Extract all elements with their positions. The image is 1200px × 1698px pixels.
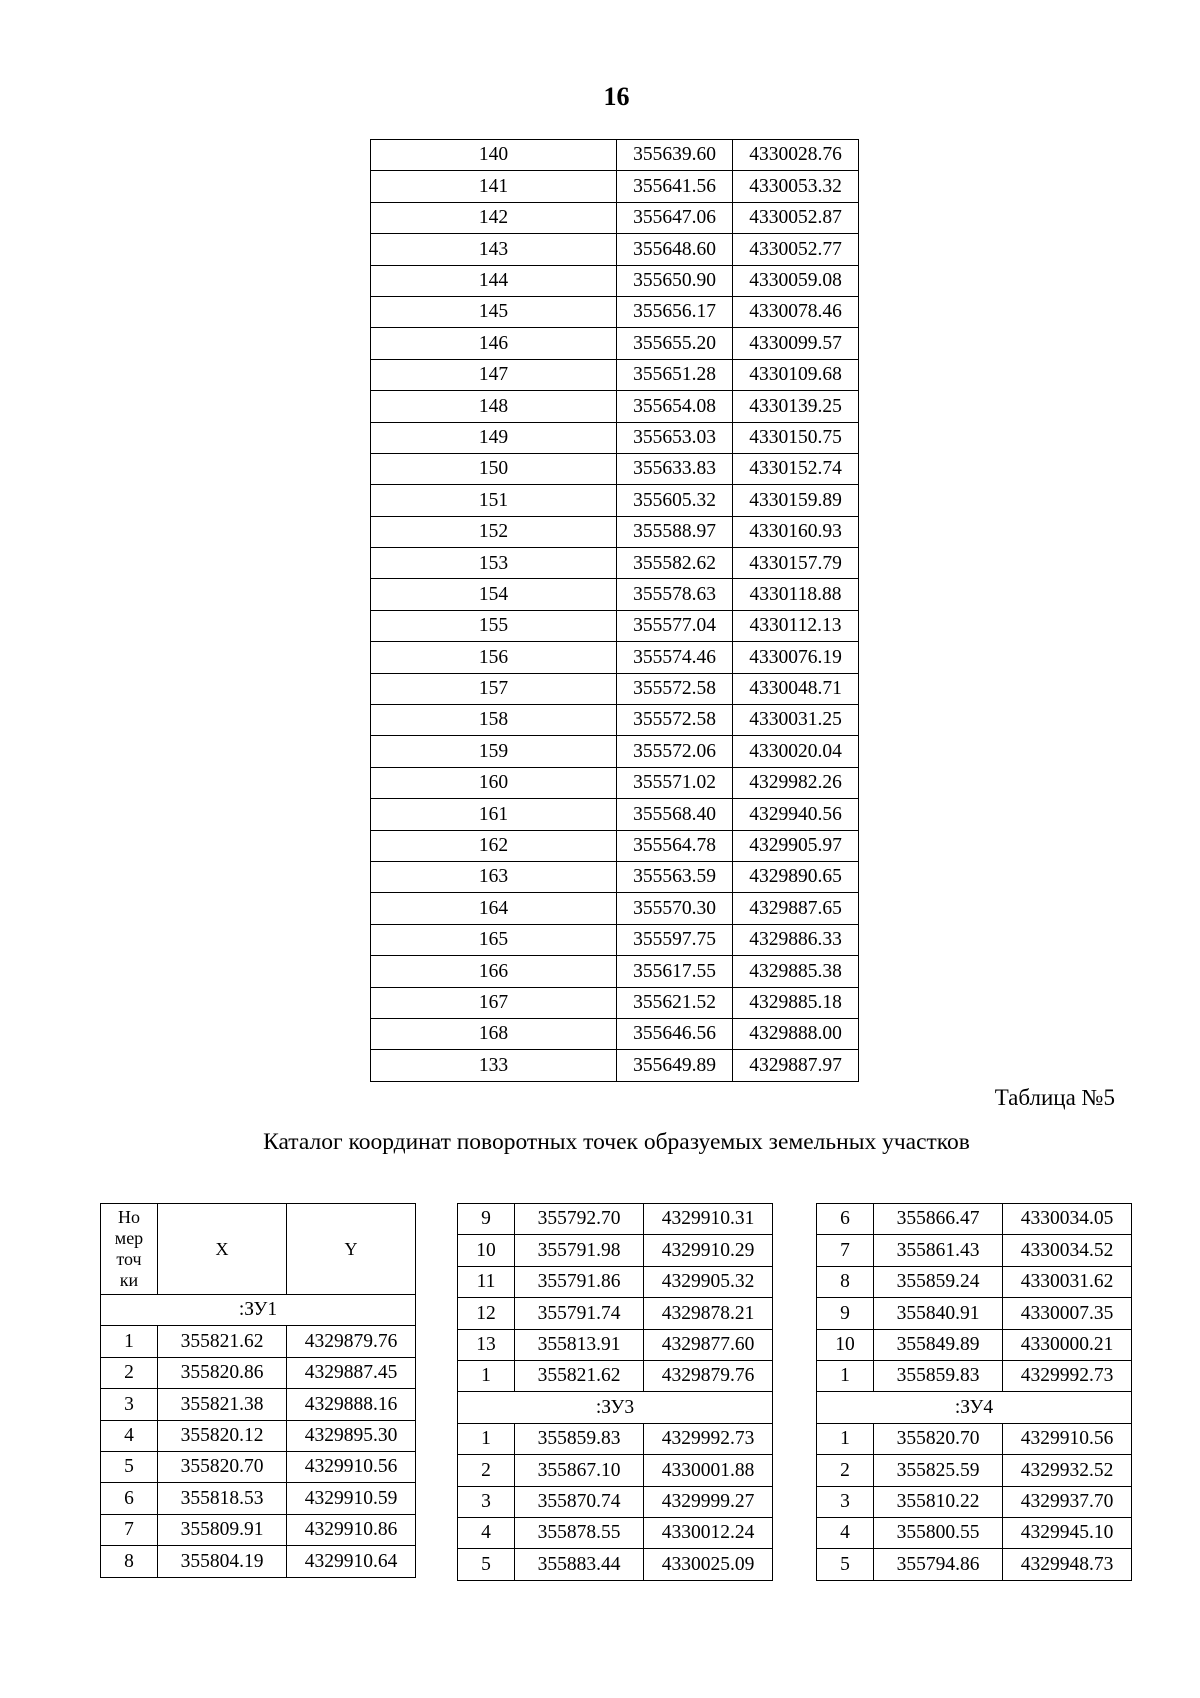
x-coordinate-cell: 355621.52 <box>617 987 733 1018</box>
y-coordinate-cell: 4330028.76 <box>733 140 859 171</box>
table-row <box>371 171 859 202</box>
x-coordinate-cell: 355582.62 <box>617 548 733 579</box>
table-row <box>371 516 859 547</box>
land-plot-table-1 <box>100 1203 416 1578</box>
point-number-cell: 152 <box>371 516 617 547</box>
x-coordinate-cell: 355605.32 <box>617 485 733 516</box>
x-coordinate-cell: 355633.83 <box>617 453 733 484</box>
y-coordinate-cell: 4330109.68 <box>733 359 859 390</box>
point-number-cell: 159 <box>371 736 617 767</box>
x-coordinate-cell: 355577.04 <box>617 610 733 641</box>
y-coordinate-cell: 4330020.04 <box>733 736 859 767</box>
point-number-cell: 163 <box>371 861 617 892</box>
coordinates-table-body <box>371 140 859 1082</box>
table-row <box>817 1423 1132 1454</box>
table-row <box>371 140 859 171</box>
x-coordinate-cell: 355883.44 <box>515 1549 644 1580</box>
y-coordinate-cell: 4329878.21 <box>644 1298 773 1329</box>
header-y: Y <box>287 1204 416 1295</box>
table-row <box>371 485 859 516</box>
point-number-cell: 5 <box>817 1549 874 1580</box>
x-coordinate-cell: 355859.83 <box>874 1360 1003 1391</box>
point-number-cell: 12 <box>458 1298 515 1329</box>
y-coordinate-cell: 4330052.87 <box>733 202 859 233</box>
y-coordinate-cell: 4330139.25 <box>733 391 859 422</box>
x-coordinate-cell: 355578.63 <box>617 579 733 610</box>
table-row <box>458 1204 773 1235</box>
point-number-cell: 141 <box>371 171 617 202</box>
y-coordinate-cell: 4329910.59 <box>287 1483 416 1514</box>
y-coordinate-cell: 4329887.65 <box>733 893 859 924</box>
x-coordinate-cell: 355825.59 <box>874 1455 1003 1486</box>
table-row <box>371 234 859 265</box>
y-coordinate-cell: 4330001.88 <box>644 1455 773 1486</box>
y-coordinate-cell: 4329910.56 <box>1003 1423 1132 1454</box>
page-number: 16 <box>603 82 630 111</box>
point-number-cell: 10 <box>817 1329 874 1360</box>
x-coordinate-cell: 355867.10 <box>515 1455 644 1486</box>
x-coordinate-cell: 355791.86 <box>515 1266 644 1297</box>
point-number-cell: 9 <box>458 1204 515 1235</box>
x-coordinate-cell: 355654.08 <box>617 391 733 422</box>
table-row <box>371 202 859 233</box>
y-coordinate-cell: 4329905.97 <box>733 830 859 861</box>
header-x: X <box>158 1204 287 1295</box>
table-row <box>817 1517 1132 1548</box>
table-row <box>101 1357 416 1388</box>
y-coordinate-cell: 4330150.75 <box>733 422 859 453</box>
point-number-cell: 142 <box>371 202 617 233</box>
y-coordinate-cell: 4329940.56 <box>733 799 859 830</box>
x-coordinate-cell: 355653.03 <box>617 422 733 453</box>
point-number-cell: 8 <box>817 1266 874 1297</box>
x-coordinate-cell: 355866.47 <box>874 1204 1003 1235</box>
y-coordinate-cell: 4329879.76 <box>644 1360 773 1391</box>
point-number-cell: 7 <box>817 1235 874 1266</box>
table-row <box>371 328 859 359</box>
point-number-cell: 2 <box>101 1357 158 1388</box>
point-number-cell: 157 <box>371 673 617 704</box>
table-label: Таблица №5 <box>994 1085 1115 1110</box>
x-coordinate-cell: 355572.06 <box>617 736 733 767</box>
point-number-cell: 161 <box>371 799 617 830</box>
point-number-cell: 166 <box>371 956 617 987</box>
point-number-cell: 1 <box>817 1360 874 1391</box>
table-row <box>371 579 859 610</box>
x-coordinate-cell: 355861.43 <box>874 1235 1003 1266</box>
table-row <box>458 1486 773 1517</box>
y-coordinate-cell: 4329999.27 <box>644 1486 773 1517</box>
table-row <box>817 1486 1132 1517</box>
point-number-cell: 1 <box>817 1423 874 1454</box>
table-row <box>101 1420 416 1451</box>
point-number-cell: 149 <box>371 422 617 453</box>
land-plot-table-body <box>817 1204 1132 1581</box>
x-coordinate-cell: 355791.74 <box>515 1298 644 1329</box>
y-coordinate-cell: 4329937.70 <box>1003 1486 1132 1517</box>
y-coordinate-cell: 4330031.62 <box>1003 1266 1132 1297</box>
y-coordinate-cell: 4329948.73 <box>1003 1549 1132 1580</box>
y-coordinate-cell: 4330052.77 <box>733 234 859 265</box>
table-row <box>458 1517 773 1548</box>
y-coordinate-cell: 4330076.19 <box>733 642 859 673</box>
x-coordinate-cell: 355820.70 <box>158 1451 287 1482</box>
point-number-cell: 3 <box>101 1389 158 1420</box>
table-row <box>371 1018 859 1049</box>
x-coordinate-cell: 355818.53 <box>158 1483 287 1514</box>
y-coordinate-cell: 4330034.52 <box>1003 1235 1132 1266</box>
y-coordinate-cell: 4330025.09 <box>644 1549 773 1580</box>
x-coordinate-cell: 355791.98 <box>515 1235 644 1266</box>
point-number-cell: 13 <box>458 1329 515 1360</box>
table-row <box>371 296 859 327</box>
table-row <box>458 1549 773 1580</box>
point-number-cell: 1 <box>458 1360 515 1391</box>
table-row <box>817 1266 1132 1297</box>
point-number-cell: 2 <box>817 1455 874 1486</box>
point-number-cell: 158 <box>371 705 617 736</box>
y-coordinate-cell: 4329932.52 <box>1003 1455 1132 1486</box>
table-row <box>371 924 859 955</box>
point-number-cell: 148 <box>371 391 617 422</box>
table-row <box>371 610 859 641</box>
table-row <box>371 736 859 767</box>
y-coordinate-cell: 4329888.16 <box>287 1389 416 1420</box>
x-coordinate-cell: 355821.62 <box>158 1326 287 1357</box>
point-number-cell: 168 <box>371 1018 617 1049</box>
y-coordinate-cell: 4330007.35 <box>1003 1298 1132 1329</box>
x-coordinate-cell: 355647.06 <box>617 202 733 233</box>
y-coordinate-cell: 4329982.26 <box>733 767 859 798</box>
table-row <box>101 1389 416 1420</box>
y-coordinate-cell: 4330053.32 <box>733 171 859 202</box>
y-coordinate-cell: 4329885.18 <box>733 987 859 1018</box>
table-row <box>371 893 859 924</box>
x-coordinate-cell: 355588.97 <box>617 516 733 547</box>
x-coordinate-cell: 355649.89 <box>617 1050 733 1081</box>
point-number-cell: 7 <box>101 1514 158 1545</box>
table-row <box>371 861 859 892</box>
section-row <box>101 1295 416 1326</box>
y-coordinate-cell: 4329945.10 <box>1003 1517 1132 1548</box>
y-coordinate-cell: 4330157.79 <box>733 548 859 579</box>
table-row <box>371 830 859 861</box>
table-row <box>458 1360 773 1391</box>
table-row <box>371 705 859 736</box>
point-number-cell: 4 <box>817 1517 874 1548</box>
section-row <box>458 1392 773 1423</box>
point-number-cell: 154 <box>371 579 617 610</box>
point-number-cell: 156 <box>371 642 617 673</box>
x-coordinate-cell: 355574.46 <box>617 642 733 673</box>
table-header-row <box>101 1204 416 1295</box>
x-coordinate-cell: 355572.58 <box>617 673 733 704</box>
land-plot-table-2 <box>457 1203 773 1581</box>
x-coordinate-cell: 355821.62 <box>515 1360 644 1391</box>
x-coordinate-cell: 355570.30 <box>617 893 733 924</box>
point-number-cell: 133 <box>371 1050 617 1081</box>
x-coordinate-cell: 355655.20 <box>617 328 733 359</box>
y-coordinate-cell: 4329890.65 <box>733 861 859 892</box>
x-coordinate-cell: 355650.90 <box>617 265 733 296</box>
point-number-cell: 146 <box>371 328 617 359</box>
land-plot-table-body <box>101 1204 416 1578</box>
y-coordinate-cell: 4329879.76 <box>287 1326 416 1357</box>
point-number-cell: 155 <box>371 610 617 641</box>
land-plot-table-3 <box>816 1203 1132 1581</box>
table-row <box>817 1360 1132 1391</box>
point-number-cell: 8 <box>101 1546 158 1577</box>
x-coordinate-cell: 355563.59 <box>617 861 733 892</box>
table-row <box>458 1455 773 1486</box>
table-row <box>101 1546 416 1577</box>
table-row <box>101 1483 416 1514</box>
coordinates-table-continued <box>370 139 859 1082</box>
x-coordinate-cell: 355878.55 <box>515 1517 644 1548</box>
point-number-cell: 153 <box>371 548 617 579</box>
point-number-cell: 160 <box>371 767 617 798</box>
x-coordinate-cell: 355870.74 <box>515 1486 644 1517</box>
point-number-cell: 145 <box>371 296 617 327</box>
x-coordinate-cell: 355648.60 <box>617 234 733 265</box>
point-number-cell: 9 <box>817 1298 874 1329</box>
y-coordinate-cell: 4330152.74 <box>733 453 859 484</box>
table-row <box>371 767 859 798</box>
table-row <box>458 1329 773 1360</box>
y-coordinate-cell: 4330031.25 <box>733 705 859 736</box>
point-number-cell: 3 <box>817 1486 874 1517</box>
x-coordinate-cell: 355840.91 <box>874 1298 1003 1329</box>
y-coordinate-cell: 4329895.30 <box>287 1420 416 1451</box>
table-row <box>371 1050 859 1081</box>
y-coordinate-cell: 4330034.05 <box>1003 1204 1132 1235</box>
land-plot-table-body <box>458 1204 773 1581</box>
catalog-title: Каталог координат поворотных точек образуемых земельных участков <box>263 1129 970 1155</box>
y-coordinate-cell: 4329886.33 <box>733 924 859 955</box>
y-coordinate-cell: 4330048.71 <box>733 673 859 704</box>
x-coordinate-cell: 355571.02 <box>617 767 733 798</box>
table-row <box>371 548 859 579</box>
point-number-cell: 5 <box>101 1451 158 1482</box>
point-number-cell: 140 <box>371 140 617 171</box>
table-row <box>101 1326 416 1357</box>
table-row <box>817 1329 1132 1360</box>
table-row <box>371 265 859 296</box>
point-number-cell: 1 <box>458 1423 515 1454</box>
table-row <box>458 1423 773 1454</box>
y-coordinate-cell: 4329910.64 <box>287 1546 416 1577</box>
x-coordinate-cell: 355820.12 <box>158 1420 287 1451</box>
y-coordinate-cell: 4329887.45 <box>287 1357 416 1388</box>
y-coordinate-cell: 4330012.24 <box>644 1517 773 1548</box>
table-row <box>371 642 859 673</box>
point-number-cell: 10 <box>458 1235 515 1266</box>
y-coordinate-cell: 4329910.86 <box>287 1514 416 1545</box>
x-coordinate-cell: 355859.24 <box>874 1266 1003 1297</box>
header-point-number: Но мер точ ки <box>101 1204 158 1295</box>
point-number-cell: 6 <box>101 1483 158 1514</box>
table-row <box>458 1266 773 1297</box>
y-coordinate-cell: 4330078.46 <box>733 296 859 327</box>
table-row <box>817 1549 1132 1580</box>
x-coordinate-cell: 355792.70 <box>515 1204 644 1235</box>
x-coordinate-cell: 355804.19 <box>158 1546 287 1577</box>
y-coordinate-cell: 4329992.73 <box>1003 1360 1132 1391</box>
x-coordinate-cell: 355617.55 <box>617 956 733 987</box>
table-row <box>458 1235 773 1266</box>
x-coordinate-cell: 355794.86 <box>874 1549 1003 1580</box>
table-row <box>817 1298 1132 1329</box>
x-coordinate-cell: 355646.56 <box>617 1018 733 1049</box>
point-number-cell: 2 <box>458 1455 515 1486</box>
point-number-cell: 4 <box>101 1420 158 1451</box>
x-coordinate-cell: 355639.60 <box>617 140 733 171</box>
y-coordinate-cell: 4329910.31 <box>644 1204 773 1235</box>
y-coordinate-cell: 4329885.38 <box>733 956 859 987</box>
table-row <box>458 1298 773 1329</box>
point-number-cell: 1 <box>101 1326 158 1357</box>
x-coordinate-cell: 355849.89 <box>874 1329 1003 1360</box>
x-coordinate-cell: 355859.83 <box>515 1423 644 1454</box>
point-number-cell: 11 <box>458 1266 515 1297</box>
y-coordinate-cell: 4329887.97 <box>733 1050 859 1081</box>
y-coordinate-cell: 4329877.60 <box>644 1329 773 1360</box>
y-coordinate-cell: 4330099.57 <box>733 328 859 359</box>
point-number-cell: 144 <box>371 265 617 296</box>
x-coordinate-cell: 355564.78 <box>617 830 733 861</box>
x-coordinate-cell: 355810.22 <box>874 1486 1003 1517</box>
x-coordinate-cell: 355821.38 <box>158 1389 287 1420</box>
x-coordinate-cell: 355641.56 <box>617 171 733 202</box>
x-coordinate-cell: 355568.40 <box>617 799 733 830</box>
point-number-cell: 167 <box>371 987 617 1018</box>
x-coordinate-cell: 355651.28 <box>617 359 733 390</box>
table-row <box>371 987 859 1018</box>
point-number-cell: 5 <box>458 1549 515 1580</box>
point-number-cell: 4 <box>458 1517 515 1548</box>
section-label: :ЗУ3 <box>458 1392 773 1423</box>
table-row <box>817 1455 1132 1486</box>
y-coordinate-cell: 4329910.29 <box>644 1235 773 1266</box>
table-row <box>371 956 859 987</box>
x-coordinate-cell: 355800.55 <box>874 1517 1003 1548</box>
point-number-cell: 164 <box>371 893 617 924</box>
table-row <box>371 391 859 422</box>
y-coordinate-cell: 4330160.93 <box>733 516 859 547</box>
table-row <box>371 422 859 453</box>
y-coordinate-cell: 4329888.00 <box>733 1018 859 1049</box>
table-row <box>817 1204 1132 1235</box>
x-coordinate-cell: 355656.17 <box>617 296 733 327</box>
y-coordinate-cell: 4329910.56 <box>287 1451 416 1482</box>
section-label: :ЗУ1 <box>101 1295 416 1326</box>
point-number-cell: 151 <box>371 485 617 516</box>
y-coordinate-cell: 4329992.73 <box>644 1423 773 1454</box>
x-coordinate-cell: 355809.91 <box>158 1514 287 1545</box>
y-coordinate-cell: 4330059.08 <box>733 265 859 296</box>
x-coordinate-cell: 355820.70 <box>874 1423 1003 1454</box>
table-row <box>371 359 859 390</box>
point-number-cell: 165 <box>371 924 617 955</box>
table-row <box>817 1235 1132 1266</box>
section-label: :ЗУ4 <box>817 1392 1132 1423</box>
point-number-cell: 147 <box>371 359 617 390</box>
x-coordinate-cell: 355572.58 <box>617 705 733 736</box>
point-number-cell: 6 <box>817 1204 874 1235</box>
y-coordinate-cell: 4330118.88 <box>733 579 859 610</box>
section-row <box>817 1392 1132 1423</box>
table-row <box>371 453 859 484</box>
point-number-cell: 162 <box>371 830 617 861</box>
table-row <box>101 1451 416 1482</box>
table-row <box>101 1514 416 1545</box>
table-row <box>371 799 859 830</box>
y-coordinate-cell: 4330159.89 <box>733 485 859 516</box>
y-coordinate-cell: 4330000.21 <box>1003 1329 1132 1360</box>
table-row <box>371 673 859 704</box>
y-coordinate-cell: 4330112.13 <box>733 610 859 641</box>
y-coordinate-cell: 4329905.32 <box>644 1266 773 1297</box>
point-number-cell: 143 <box>371 234 617 265</box>
point-number-cell: 3 <box>458 1486 515 1517</box>
x-coordinate-cell: 355813.91 <box>515 1329 644 1360</box>
x-coordinate-cell: 355820.86 <box>158 1357 287 1388</box>
x-coordinate-cell: 355597.75 <box>617 924 733 955</box>
point-number-cell: 150 <box>371 453 617 484</box>
